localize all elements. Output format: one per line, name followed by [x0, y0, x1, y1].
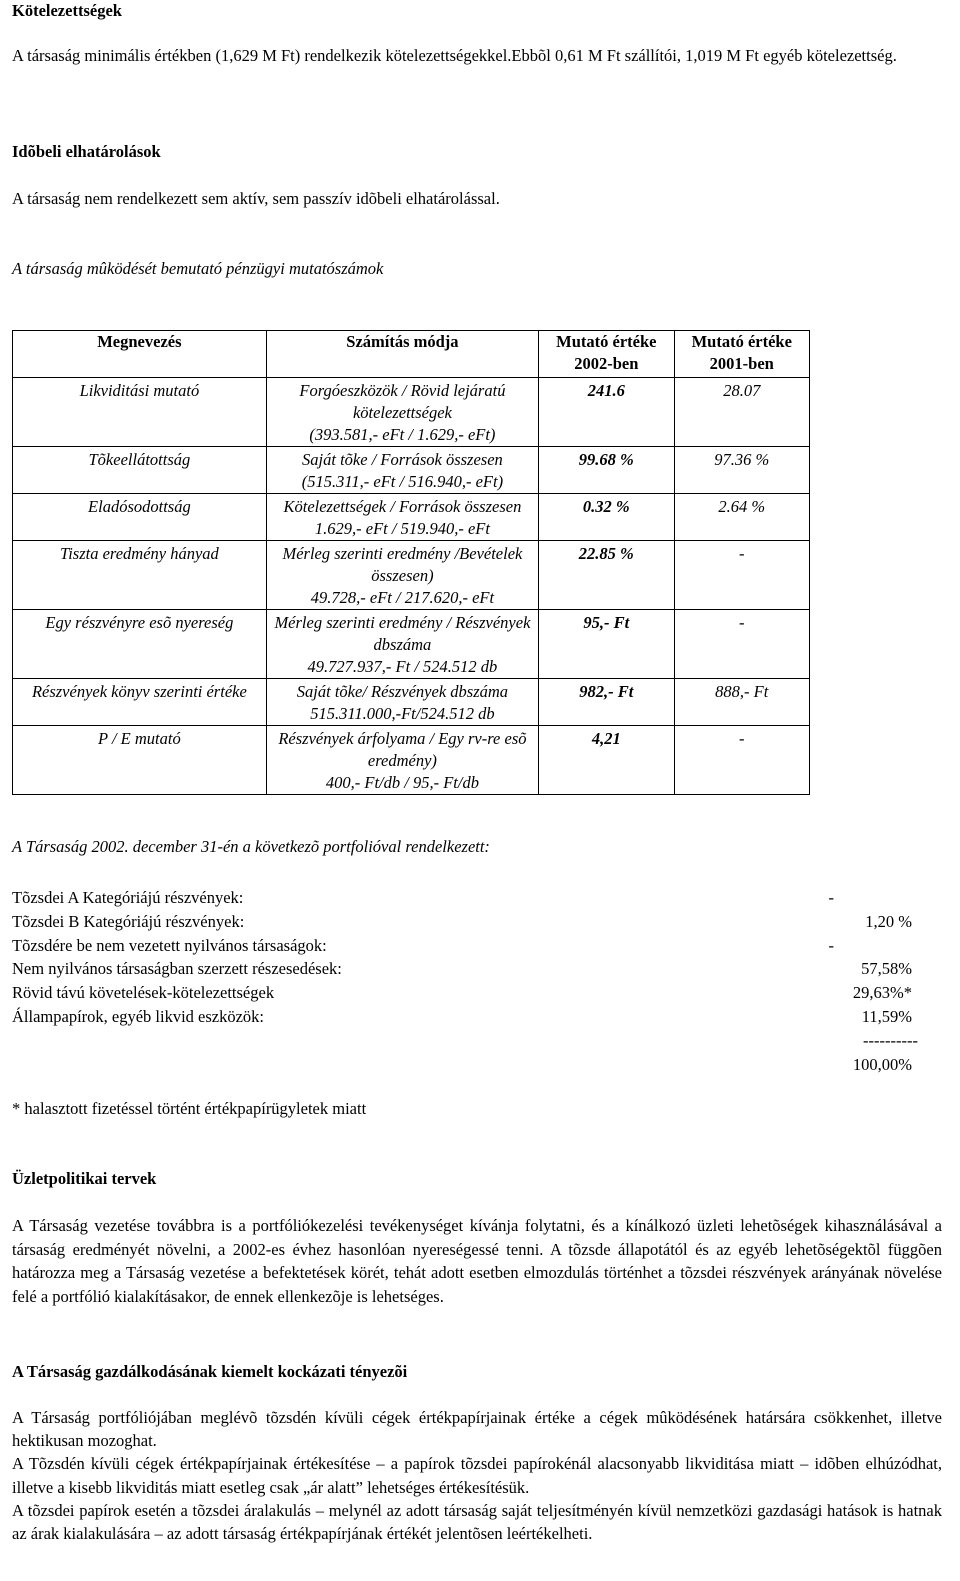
portfolio-item-value: 1,20 %: [865, 911, 912, 931]
table-row: [13, 610, 810, 679]
value-2002: 0.32 %: [539, 494, 674, 541]
liabilities-heading: Kötelezettségek: [12, 1, 122, 20]
financial-indicators-table: [12, 330, 810, 795]
value-2002: 95,- Ft: [539, 610, 674, 679]
calculation-line: Saját tõke/ Részvények dbszáma: [296, 682, 509, 701]
portfolio-separator: ----------: [863, 1030, 918, 1050]
business-heading: Üzletpolitikai tervek: [12, 1169, 157, 1188]
table-row: [13, 541, 810, 610]
calculation-line: 515.311.000,-Ft/524.512 db: [310, 704, 495, 723]
portfolio-item-label: Rövid távú követelések-kötelezettségek: [12, 983, 275, 1003]
table-row: [13, 494, 810, 541]
portfolio-item: [12, 887, 912, 911]
calculation-line: Részvények árfolyama / Egy rv-re esõ eredmény): [278, 729, 527, 770]
calculation-line: 1.629,- eFt / 519.940,- eFt: [314, 519, 490, 538]
table-row: [13, 378, 810, 447]
portfolio-list: [12, 887, 918, 1077]
indicator-name: Eladósodottság: [13, 494, 267, 541]
value-2002: 241.6: [539, 378, 674, 447]
table-row: [13, 679, 810, 726]
portfolio-item: [12, 1006, 912, 1030]
portfolio-item-label: Állampapírok, egyéb likvid eszközök:: [12, 1006, 265, 1026]
accruals-heading: Idõbeli elhatárolások: [12, 142, 161, 161]
calculation-method: [266, 610, 538, 679]
table-row: [13, 447, 810, 494]
calculation-line: Kötelezettségek / Források összesen: [283, 497, 522, 516]
value-2001: 28.07: [674, 378, 809, 447]
calculation-line: (515.311,- eFt / 516.940,- eFt): [301, 472, 504, 491]
indicator-name: Részvények könyv szerinti értéke: [13, 679, 267, 726]
portfolio-item-label: Tõzsdei A Kategóriájú részvények:: [12, 888, 244, 907]
portfolio-item-label: Nem nyilvános társaságban szerzett részesedések:: [12, 959, 342, 979]
portfolio-item-label: Tõzsdére be nem vezetett nyilvános társaságok:: [12, 935, 327, 955]
accruals-text: A társaság nem rendelkezett sem aktív, sem passzív idõbeli elhatárolással.: [12, 189, 500, 208]
calculation-line: Saját tõke / Források összesen: [302, 450, 503, 469]
portfolio-item-value: 29,63%*: [852, 983, 912, 1003]
indicator-name: Tiszta eredmény hányad: [13, 541, 267, 610]
value-2002: 22.85 %: [539, 541, 674, 610]
portfolio-intro: A Társaság 2002. december 31-én a következõ portfolióval rendelkezett:: [12, 837, 490, 856]
calculation-method: [266, 726, 538, 795]
portfolio-item: [12, 935, 912, 959]
header-calc: Számítás módja: [266, 331, 538, 378]
calculation-line: Mérleg szerinti eredmény / Részvények dbszáma: [274, 613, 531, 654]
value-2002: 982,- Ft: [539, 679, 674, 726]
indicators-title: A társaság mûködését bemutató pénzügyi mutatószámok: [12, 259, 384, 278]
indicator-name: Tõkeellátottság: [13, 447, 267, 494]
value-2001: 888,- Ft: [674, 679, 809, 726]
portfolio-total-row: [12, 1054, 912, 1078]
risks-paragraph-3: A tõzsdei papírok esetén a tõzsdei áralakulás – melynél az adott társaság saját teljesítményén kívül nemzetközi gazdasági hatások is hatnak az árak kialakulására – az adott társaság értékpapírjának értékét jelentõsen leértékelheti.: [12, 1500, 942, 1544]
calculation-line: 49.728,- eFt / 217.620,- eFt: [310, 588, 495, 607]
value-2001: -: [674, 541, 809, 610]
calculation-method: [266, 494, 538, 541]
portfolio-item: [12, 958, 912, 982]
calculation-line: Mérleg szerinti eredmény /Bevételek összesen): [282, 544, 523, 585]
portfolio-total: 100,00%: [852, 1054, 912, 1074]
indicator-name: Likviditási mutató: [13, 378, 267, 447]
value-2002: 4,21: [539, 726, 674, 795]
portfolio-item-label: Tõzsdei B Kategóriájú részvények:: [12, 911, 245, 931]
portfolio-item: [12, 911, 912, 935]
portfolio-separator-row: [12, 1030, 918, 1054]
value-2001: -: [674, 726, 809, 795]
risks-paragraph-2: A Tõzsdén kívüli cégek értékpapírjainak értékesítése – a papírok tõzsdei papírokénál alacsonyabb likviditása miatt – idõben elhúzódhat, illetve a kisebb likviditás miatt esetleg csak „ár alatt” lehetséges értékesítésük.: [12, 1454, 942, 1497]
liabilities-text: A társaság minimális értékben (1,629 M Ft) rendelkezik kötelezettségekkel.Ebbõl 0,61 M Ft szállítói, 1,019 M Ft egyéb kötelezettség.: [12, 46, 897, 65]
portfolio-item-value: -: [828, 888, 834, 907]
value-2001: 2.64 %: [674, 494, 809, 541]
indicator-name: Egy részvényre esõ nyereség: [13, 610, 267, 679]
calculation-method: [266, 679, 538, 726]
calculation-line: Forgóeszközök / Rövid lejáratú kötelezettségek: [299, 381, 506, 422]
risks-heading: A Társaság gazdálkodásának kiemelt kockázati tényezõi: [12, 1362, 408, 1381]
calculation-method: [266, 541, 538, 610]
portfolio-item-value: -: [828, 935, 834, 955]
value-2001: 97.36 %: [674, 447, 809, 494]
portfolio-item-value: 11,59%: [861, 1006, 912, 1026]
portfolio-item: [12, 982, 912, 1006]
calculation-line: (393.581,- eFt / 1.629,- eFt): [309, 425, 496, 444]
portfolio-item-value: 57,58%: [861, 959, 912, 979]
calculation-method: [266, 378, 538, 447]
header-2001: Mutató értéke 2001-ben: [674, 331, 809, 378]
header-name: Megnevezés: [13, 331, 267, 378]
business-text: A Társaság vezetése továbbra is a portfóliókezelési tevékenységet kívánja folytatni, és a kínálkozó üzleti lehetõségek kihasználásával a társaság eredményét növelni, a 2002-es évhez hasonlóan nyereségessé tenni. A tõzsde állapotától és az egyéb lehetõségektõl függõen határozza meg a Társaság vezetése a befektetések körét, tehát adott esetben elmozdulás történhet a tõzsdei részvények arányának növelése felé a portfólió kialakításakor, de ennek ellenkezõje is lehetséges.: [12, 1216, 942, 1306]
calculation-line: 49.727.937,- Ft / 524.512 db: [307, 657, 498, 676]
calculation-line: 400,- Ft/db / 95,- Ft/db: [325, 773, 479, 792]
header-2002: Mutató értéke 2002-ben: [539, 331, 674, 378]
value-2002: 99.68 %: [539, 447, 674, 494]
risks-paragraph-1: A Társaság portfóliójában meglévõ tõzsdén kívüli cégek értékpapírjainak értéke a cégek mûködésének határsára csökkenhet, illetve hektikusan mozoghat.: [12, 1408, 942, 1451]
table-header-row: [13, 331, 810, 378]
indicator-name: P / E mutató: [13, 726, 267, 795]
table-row: [13, 726, 810, 795]
calculation-method: [266, 447, 538, 494]
portfolio-footnote: * halasztott fizetéssel történt értékpapírügyletek miatt: [12, 1099, 367, 1118]
risks-text: [12, 1406, 942, 1545]
value-2001: -: [674, 610, 809, 679]
